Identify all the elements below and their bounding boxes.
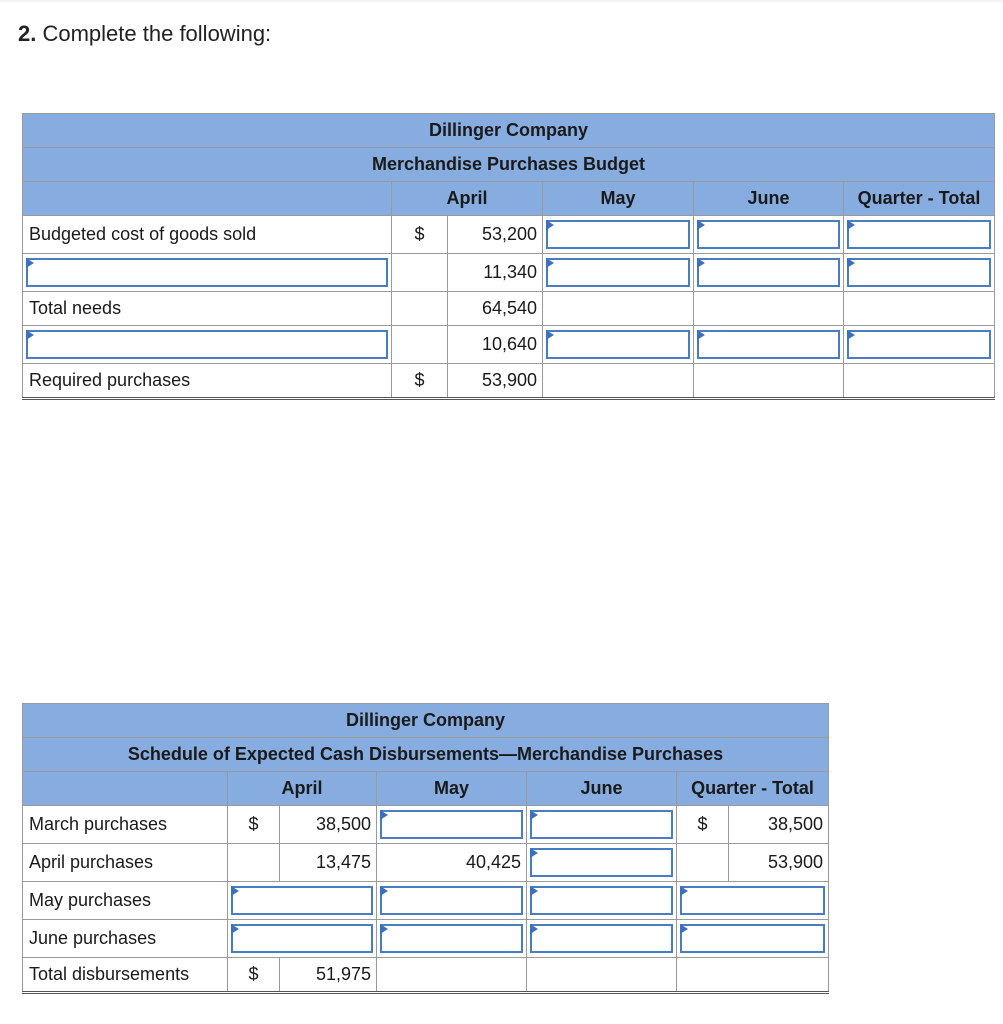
- quarter-row4-input[interactable]: [844, 326, 995, 364]
- june-may-purchases-input[interactable]: [527, 882, 677, 920]
- may-required-purchases: [543, 364, 694, 399]
- quarter-row2-input[interactable]: [844, 254, 995, 292]
- row-label: May purchases: [23, 882, 228, 920]
- may-total-needs: [543, 292, 694, 326]
- quarter-cogs-input[interactable]: [844, 216, 995, 254]
- dollar-sign: $: [228, 806, 280, 844]
- schedule-title: Schedule of Expected Cash Disbursements—Merchandise Purchases: [23, 738, 829, 772]
- april-value: 38,500: [280, 806, 377, 844]
- merchandise-purchases-budget-table: [22, 113, 995, 400]
- june-april-purchases-input[interactable]: [527, 844, 677, 882]
- quarter-may-purchases-input[interactable]: [677, 882, 829, 920]
- april-value: 51,975: [280, 958, 377, 993]
- budget-col-quarter-total: Quarter - Total: [844, 182, 995, 216]
- june-march-purchases-input[interactable]: [527, 806, 677, 844]
- top-divider: [0, 0, 1003, 2]
- april-value: 13,475: [280, 844, 377, 882]
- row-label: April purchases: [23, 844, 228, 882]
- quarter-value: 53,900: [729, 844, 829, 882]
- may-june-purchases-input[interactable]: [377, 920, 527, 958]
- question-number: 2.: [18, 21, 37, 46]
- row-label: Budgeted cost of goods sold: [23, 216, 392, 254]
- schedule-col-quarter-total: Quarter - Total: [677, 772, 829, 806]
- may-total-disbursements: [377, 958, 527, 993]
- budget-col-june: June: [694, 182, 844, 216]
- cash-disbursements-schedule-table: [22, 703, 829, 994]
- dollar-sign: [228, 844, 280, 882]
- quarter-required-purchases: [844, 364, 995, 399]
- dollar-sign: [392, 254, 448, 292]
- table-row: [23, 882, 829, 920]
- june-row4-input[interactable]: [694, 326, 844, 364]
- schedule-col-april: April: [228, 772, 377, 806]
- quarter-value: 38,500: [729, 806, 829, 844]
- quarter-june-purchases-input[interactable]: [677, 920, 829, 958]
- june-required-purchases: [694, 364, 844, 399]
- may-value: 40,425: [377, 844, 527, 882]
- table-row: [23, 216, 995, 254]
- schedule-col-may: May: [377, 772, 527, 806]
- june-june-purchases-input[interactable]: [527, 920, 677, 958]
- dollar-sign: $: [392, 216, 448, 254]
- row-label-dropdown[interactable]: [23, 326, 392, 364]
- may-row2-input[interactable]: [543, 254, 694, 292]
- schedule-header-blank: [23, 772, 228, 806]
- june-row2-input[interactable]: [694, 254, 844, 292]
- budget-col-may: May: [543, 182, 694, 216]
- row-label: Total disbursements: [23, 958, 228, 993]
- april-value: 11,340: [448, 254, 543, 292]
- dollar-sign: [392, 326, 448, 364]
- april-value: 64,540: [448, 292, 543, 326]
- april-value: 53,200: [448, 216, 543, 254]
- row-label: Required purchases: [23, 364, 392, 399]
- schedule-col-june: June: [527, 772, 677, 806]
- april-may-purchases-input[interactable]: [228, 882, 377, 920]
- table-row: [23, 844, 829, 882]
- april-june-purchases-input[interactable]: [228, 920, 377, 958]
- may-may-purchases-input[interactable]: [377, 882, 527, 920]
- dollar-sign: $: [392, 364, 448, 399]
- question-text: Complete the following:: [42, 21, 272, 46]
- quarter-dollar-sign: [677, 844, 729, 882]
- table-row: [23, 326, 995, 364]
- may-cogs-input[interactable]: [543, 216, 694, 254]
- quarter-total-disbursements: [677, 958, 829, 993]
- may-march-purchases-input[interactable]: [377, 806, 527, 844]
- dollar-sign: $: [228, 958, 280, 993]
- june-total-needs: [694, 292, 844, 326]
- budget-title: Merchandise Purchases Budget: [23, 148, 995, 182]
- quarter-total-needs: [844, 292, 995, 326]
- budget-company-name: Dillinger Company: [23, 114, 995, 148]
- row-label: March purchases: [23, 806, 228, 844]
- table-row: [23, 292, 995, 326]
- june-cogs-input[interactable]: [694, 216, 844, 254]
- table-row: [23, 254, 995, 292]
- question-heading: [18, 21, 271, 47]
- june-total-disbursements: [527, 958, 677, 993]
- dollar-sign: [392, 292, 448, 326]
- may-row4-input[interactable]: [543, 326, 694, 364]
- row-label: Total needs: [23, 292, 392, 326]
- table-row: [23, 806, 829, 844]
- quarter-dollar-sign: $: [677, 806, 729, 844]
- schedule-company-name: Dillinger Company: [23, 704, 829, 738]
- budget-header-blank: [23, 182, 392, 216]
- april-value: 53,900: [448, 364, 543, 399]
- row-label-dropdown[interactable]: [23, 254, 392, 292]
- table-row: [23, 920, 829, 958]
- table-row: [23, 364, 995, 399]
- budget-col-april: April: [392, 182, 543, 216]
- table-row: [23, 958, 829, 993]
- row-label: June purchases: [23, 920, 228, 958]
- april-value: 10,640: [448, 326, 543, 364]
